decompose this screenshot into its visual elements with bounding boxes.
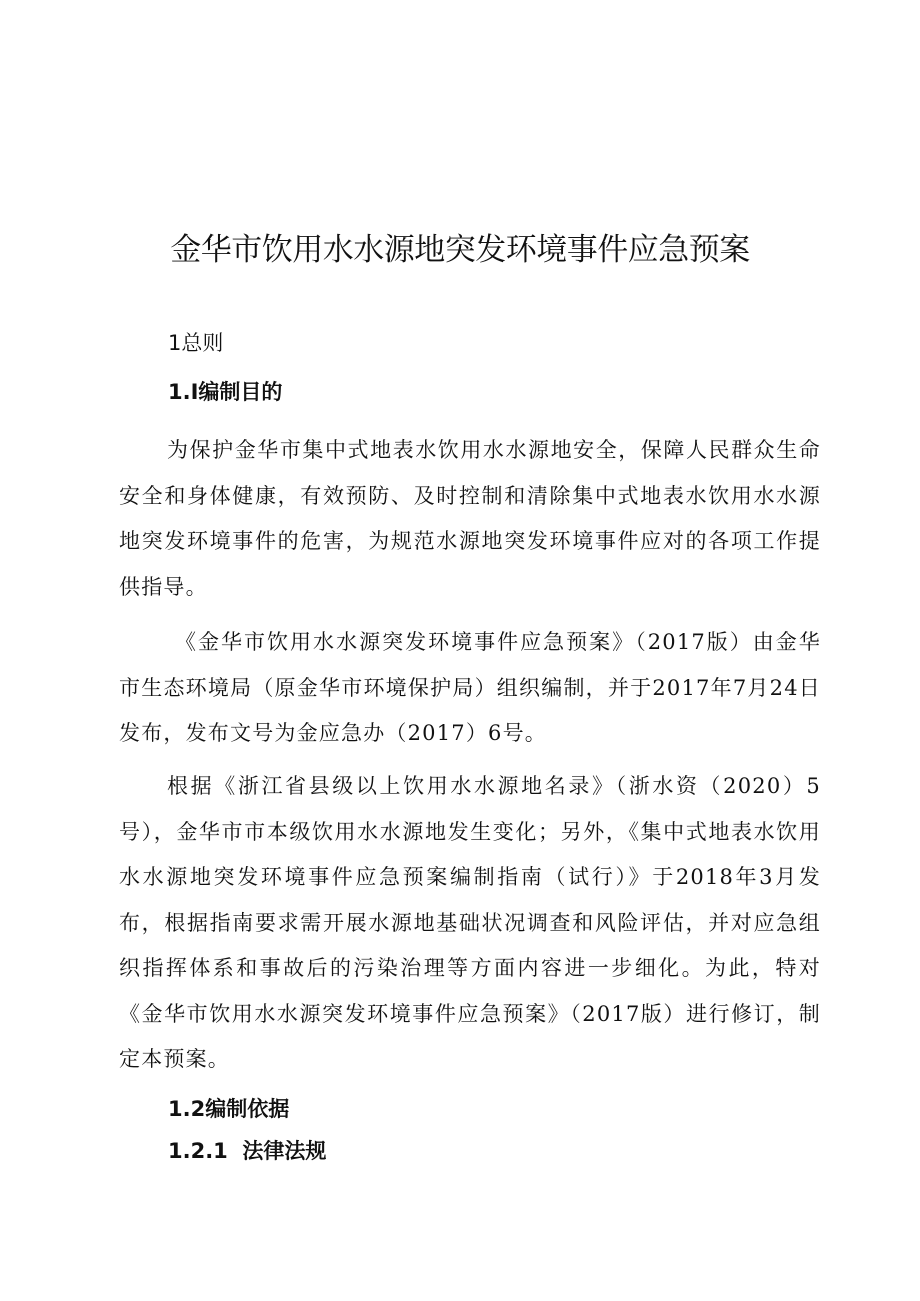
paragraph-purpose-3: 根据《浙江省县级以上饮用水水源地名录》（浙水资（2020）5号），金华市市本级饮用水水源地发生变化；另外，《集中式地表水饮用水水源地突发环境事件应急预案编制指南（试行）》于2018年3月发布，根据指南要求需开展水源地基础状况调查和风险评估，并对应急组织指挥体系和事故后的污染治理等方面内容进一步细化。为此，特对《金华市饮用水水源突发环境事件应急预案》（2017版）进行修订，制定本预案。 <box>119 774 821 1071</box>
section-heading-general: 1总则 <box>168 331 224 355</box>
section-heading-basis: 1.2编制依据 <box>168 1097 290 1121</box>
paragraph-purpose-1: 为保护金华市集中式地表水饮用水水源地安全，保障人民群众生命安全和身体健康，有效预防、及时控制和清除集中式地表水饮用水水源地突发环境事件的危害，为规范水源地突发环境事件应对的各项工作提供指导。 <box>119 438 821 599</box>
section-heading-purpose: 1.I编制目的 <box>168 380 283 404</box>
section-heading-laws: 1.2.1 法律法规 <box>168 1139 327 1163</box>
paragraph-purpose-2: 《金华市饮用水水源突发环境事件应急预案》（2017版）由金华市生态环境局（原金华市环境保护局）组织编制，并于2017年7月24日发布，发布文号为金应急办（2017）6号。 <box>119 630 821 745</box>
document-title: 金华市饮用水水源地突发环境事件应急预案 <box>170 232 750 268</box>
